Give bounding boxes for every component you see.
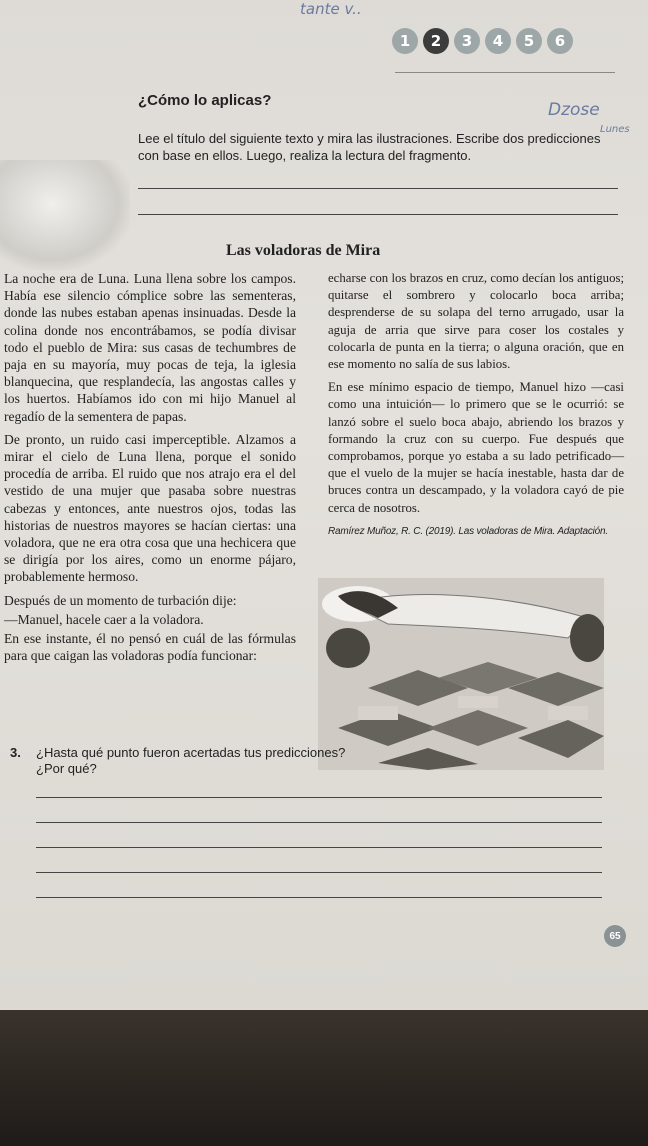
story-paragraph: En ese instante, él no pensó en cuál de las fórmulas para que caigan las voladoras podía funcionar: (4, 631, 296, 664)
answer-line-5[interactable] (36, 897, 602, 898)
question-3 (10, 745, 345, 776)
handwritten-note-dzose: Dzose (548, 100, 600, 120)
story-paragraph: Después de un momento de turbación dije: (4, 592, 237, 608)
story-paragraph: —Manuel, hacele caer a la voladora. (4, 611, 204, 627)
step-indicator (392, 28, 573, 54)
answer-line-3[interactable] (36, 847, 602, 848)
answer-line-2[interactable] (36, 822, 602, 823)
step-1: 1 (392, 28, 418, 54)
story-paragraph: La noche era de Luna. Luna llena sobre los campos. Había ese silencio cómplice sobre las sementeras, donde las nubes estaban apenas insinuadas. Desde la colina donde nos encontrábamos, se podía divisar todo el pueblo de Mira: sus casas de techumbres de paja en su mayoría, muy pocas de teja, la iglesia blanquecina, que resplandecía, las angostas calles y los huertos. Habíamos ido con mi hijo Manuel al regadío de la sementera de papas. (4, 271, 296, 424)
page-number: 65 (604, 925, 626, 947)
step-3: 3 (454, 28, 480, 54)
prediction-line-1[interactable] (138, 188, 618, 189)
question-subtext: ¿Por qué? (36, 761, 97, 776)
section-title: ¿Cómo lo aplicas? (138, 92, 272, 109)
handwritten-note-top: tante v.. (300, 0, 362, 18)
flying-witch-illustration (318, 578, 604, 770)
answer-line-1[interactable] (36, 797, 602, 798)
desk-background (0, 1010, 648, 1146)
step-4: 4 (485, 28, 511, 54)
question-text: ¿Hasta qué punto fueron acertadas tus predicciones? (36, 745, 346, 760)
story-right-column (328, 270, 624, 540)
handwritten-note-lunes: Lunes (600, 124, 630, 135)
step-5: 5 (516, 28, 542, 54)
story-paragraph: De pronto, un ruido casi imperceptible. Alzamos a mirar el cielo de Luna llena, porque el sonido procedía de arriba. El ruido que nos atrajo era el del vestido de una mujer que pasaba sobre nuestras cabezas y entonces, ante nuestros ojos, todas las historias de nuestros mayores se hacían ciertas: una voladora, que ne era otra cosa que una hechicera que se dirigía por los aires, como un enorme pájaro, probablemente hermoso. (4, 431, 296, 585)
question-number: 3. (10, 745, 21, 760)
activity-instruction: Lee el título del siguiente texto y mira las ilustraciones. Escribe dos predicciones con base en ellos. Luego, realiza la lectura del fragmento. (138, 131, 601, 163)
moon-illustration (0, 160, 130, 270)
step-2-active: 2 (423, 28, 449, 54)
step-6: 6 (547, 28, 573, 54)
story-title: Las voladoras de Mira (226, 242, 381, 259)
story-paragraph: echarse con los brazos en cruz, como decían los antiguos; quitarse el sombrero y colocarlo boca arriba; desprenderse de su solapa del terno arrugado, usar la aguja de arria que sirve para coser los costales y colocarla de punta en la tierra; o alguna oración, que en ese momento no salía de sus labios. (328, 271, 624, 372)
prediction-line-2[interactable] (138, 214, 618, 215)
step-divider (395, 72, 615, 73)
answer-line-4[interactable] (36, 872, 602, 873)
story-paragraph: En ese mínimo espacio de tiempo, Manuel hizo —casi como una intuición— lo primero que se le ocurrió: se lanzó sobre el suelo boca abajo, abriendo los brazos y formando la cruz con su cuerpo. Fue después que comprobamos, porque yo estaba a su lado petrificado— que el vuelo de la mujer se hacía inestable, hasta dar de bruces contra un descampado, y la voladora cayó de pie cerca de nosotros. (328, 380, 624, 515)
story-left-column (4, 270, 296, 670)
story-citation: Ramírez Muñoz, R. C. (2019). Las voladoras de Mira. Adaptación. (328, 525, 608, 537)
